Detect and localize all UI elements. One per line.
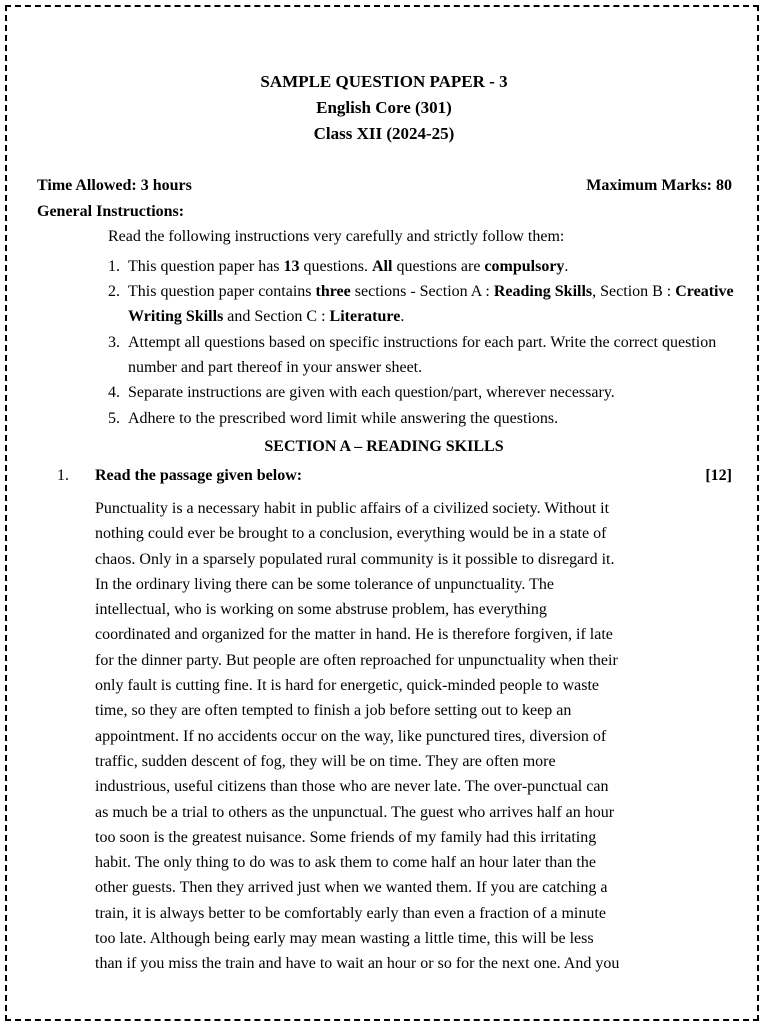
paper-class: Class XII (2024-25): [313, 124, 455, 143]
question-heading: Read the passage given below:: [95, 467, 303, 484]
passage-line: coordinated and organized for the matter in hand. He is therefore forgiven, if late: [95, 626, 613, 644]
question-marks: [12]: [705, 467, 732, 484]
passage-line: industrious, useful citizens than those who are never late. The over-punctual can: [95, 778, 609, 796]
passage-line: time, so they are often tempted to finish a job before setting out to keep an: [95, 702, 572, 720]
passage-line: nothing could ever be brought to a conclusion, everything would be in a state of: [95, 525, 607, 543]
passage-line: other guests. Then they arrived just when we wanted them. If you are catching a: [95, 879, 608, 897]
passage-line: appointment. If no accidents occur on the way, like punctured tires, diversion of: [95, 727, 607, 745]
maximum-marks: Maximum Marks: 80: [586, 177, 732, 194]
instruction-item: 5. Adhere to the prescribed word limit while answering the questions.: [108, 410, 559, 427]
instruction-item: 2. This question paper contains three sections - Section A : Reading Skills, Section B : Creative Writing Skills and Section C : Literature.: [108, 283, 734, 325]
paper-title: SAMPLE QUESTION PAPER - 3: [260, 72, 508, 91]
passage-line: only fault is cutting fine. It is hard for energetic, quick-minded people to waste: [95, 677, 600, 695]
instructions-intro: Read the following instructions very carefully and strictly follow them:: [108, 228, 565, 245]
passage-line: as much be a trial to others as the unpunctual. The guest who arrives half an hour: [95, 803, 615, 821]
passage-line: habit. The only thing to do was to ask them to come half an hour later than the: [95, 854, 596, 872]
passage-line: chaos. Only in a sparsely populated rural community is it possible to disregard it.: [95, 550, 615, 568]
passage-line: too late. Although being early may mean wasting a little time, this will be less: [95, 930, 594, 948]
reading-passage: [95, 496, 735, 977]
time-allowed: Time Allowed: 3 hours: [37, 177, 192, 194]
question-number: 1.: [57, 467, 69, 484]
passage-line: than if you miss the train and have to wait an hour or so for the next one. And you: [95, 955, 620, 973]
instruction-item: 1. This question paper has 13 questions. All questions are compulsory.: [108, 258, 569, 275]
passage-line: intellectual, who is working on some abstruse problem, has everything: [95, 601, 547, 619]
passage-line: traffic, sudden descent of fog, they will be on time. They are often more: [95, 752, 556, 770]
section-a-heading: SECTION A – READING SKILLS: [264, 438, 504, 455]
passage-line: train, it is always better to be comfortably early than even a fraction of a minute: [95, 904, 606, 922]
passage-line: Punctuality is a necessary habit in public affairs of a civilized society. Without it: [95, 500, 610, 517]
instruction-item: 3. Attempt all questions based on specific instructions for each part. Write the correct question number and part thereof in your answer sheet.: [108, 334, 717, 376]
passage-line: for the dinner party. But people are often reproached for unpunctuality when their: [95, 651, 618, 669]
instruction-item: 4. Separate instructions are given with each question/part, wherever necessary.: [108, 384, 615, 401]
general-instructions-heading: General Instructions:: [37, 203, 185, 220]
passage-line: too soon is the greatest nuisance. Some friends of my family had this irritating: [95, 828, 597, 846]
passage-line: In the ordinary living there can be some tolerance of unpunctuality. The: [95, 575, 554, 593]
paper-subject: English Core (301): [316, 98, 452, 117]
